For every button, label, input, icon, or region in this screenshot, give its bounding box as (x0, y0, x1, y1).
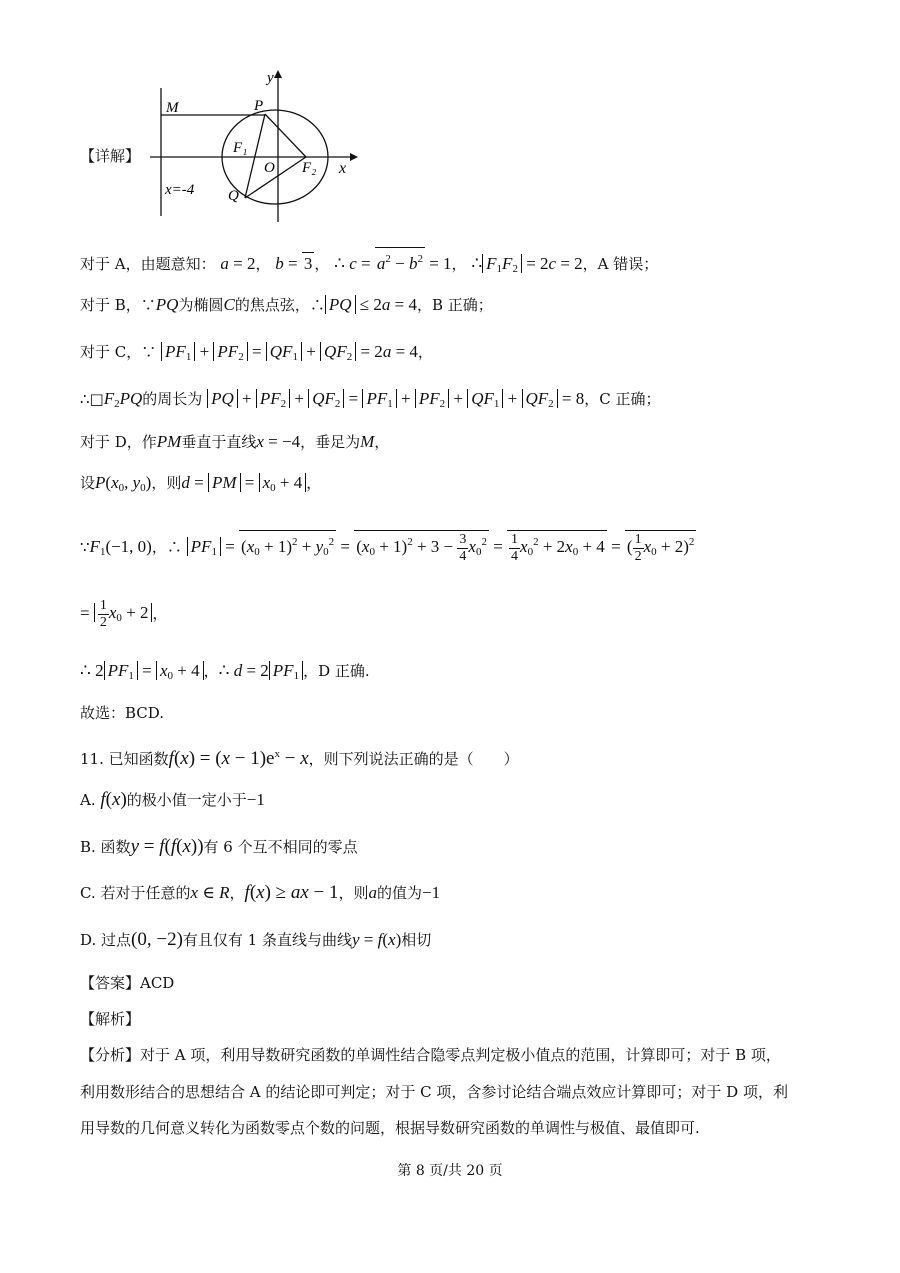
option-b: B. 函数y = f(f(x))有 6 个互不相同的零点 (80, 836, 358, 857)
page-footer: 第 8 页/共 20 页 (397, 1163, 503, 1179)
label-f1: F₁ (233, 140, 248, 156)
label-p: P (254, 98, 264, 114)
analysis-line-3: 用导数的几何意义转化为函数零点个数的问题，根据导数研究函数的单调性与极值、最值即可. (80, 1119, 700, 1137)
label-f2: F₂ (302, 160, 317, 176)
line-c: 对于 C，∵ $PF_1 + PF_2 = QF_1 + QF_2 = 2a = 4$， (80, 342, 433, 363)
line-d3: $\because F_1(-1$, 0)，∴ $PF_1 = (x_0 + 1)^2 + y_0^2 = (x_0 + 1)^2 + 3$ − $\frac{3}{4}$ $x_0^2$ = $\frac{1}{4}$ $x_0^2 + 2x_0 + 4$ = ( $\frac{1}{2}$ $x_0 + 2)^2$ (80, 531, 695, 564)
option-a: A. f(x)的极小值一定小于−1 (80, 789, 265, 810)
label-directrix: x=-4 (165, 182, 195, 198)
label-y: y (267, 70, 274, 86)
y-axis-arrow (274, 70, 282, 78)
line-b: 对于 B，∵PQ为椭圆C的焦点弦，∴ PQ ≤ 2a = 4，B 正确； (80, 295, 493, 314)
label-x: x (339, 160, 347, 177)
chord-pq (245, 114, 265, 198)
ellipse-diagram (140, 66, 360, 226)
choice-line: 故选：BCD. (80, 704, 165, 722)
line-d4: = $\frac{1}{2}$ $x_0 + 2$ ， (80, 598, 168, 630)
label-q: Q (228, 188, 239, 204)
detail-label: 【详解】 (80, 147, 141, 165)
analysis-line-2: 利用数形结合的思想结合 A 的结论即可判定；对于 C 项，含参讨论结合端点效应计算即可；对于 D 项，利 (80, 1083, 788, 1101)
analysis-line-1: 【分析】对于 A 项，利用导数研究函数的单调性结合隐零点判定极小值点的范围，计算即可；对于 B 项， (80, 1046, 781, 1064)
option-c: C. 若对于任意的x ∈ R，f(x) ≥ ax − 1，则a的值为−1 (80, 882, 441, 903)
line-a: 对于 A，由题意知： a = 2， b = 3 ， ∴ $c = a^2 - b^2 = 1$， ∴ $F_1F_2 = 2c = 2$，A 错误； (80, 247, 658, 280)
question-11-stem: 11. 已知函数$f(x) = (x - 1)e^x - x$，则下列说法正确的是（ ） (80, 748, 519, 769)
answer-line: 【答案】ACD (80, 974, 175, 992)
option-d: D. 过点(0, −2)有且仅有 1 条直线与曲线y = f(x)相切 (80, 929, 432, 950)
x-axis-arrow (350, 153, 358, 161)
line-c2: $\therefore□F_2PQ$的周长为 PQ + $PF_2 + QF_2 = PF_1 + PF_2 + QF_1 + QF_2 = 8$，C 正确； (80, 389, 661, 410)
label-m: M (166, 100, 179, 116)
label-o: O (264, 160, 275, 176)
line-d: 对于 D，作PM垂直于直线x = −4，垂足为M， (80, 432, 390, 451)
line-d5: ∴ 2 $PF_1 = x_0 + 4$ ，∴ d = 2 $PF_1$ ，D 正确. (80, 661, 370, 682)
segment-pf2 (265, 114, 306, 157)
analysis-label: 【解析】 (80, 1010, 141, 1028)
segment-qf2 (245, 157, 306, 198)
line-d2: 设$P(x_0$, $y_0$)，则d = PM = $x_0 + 4$ ， (80, 473, 322, 494)
